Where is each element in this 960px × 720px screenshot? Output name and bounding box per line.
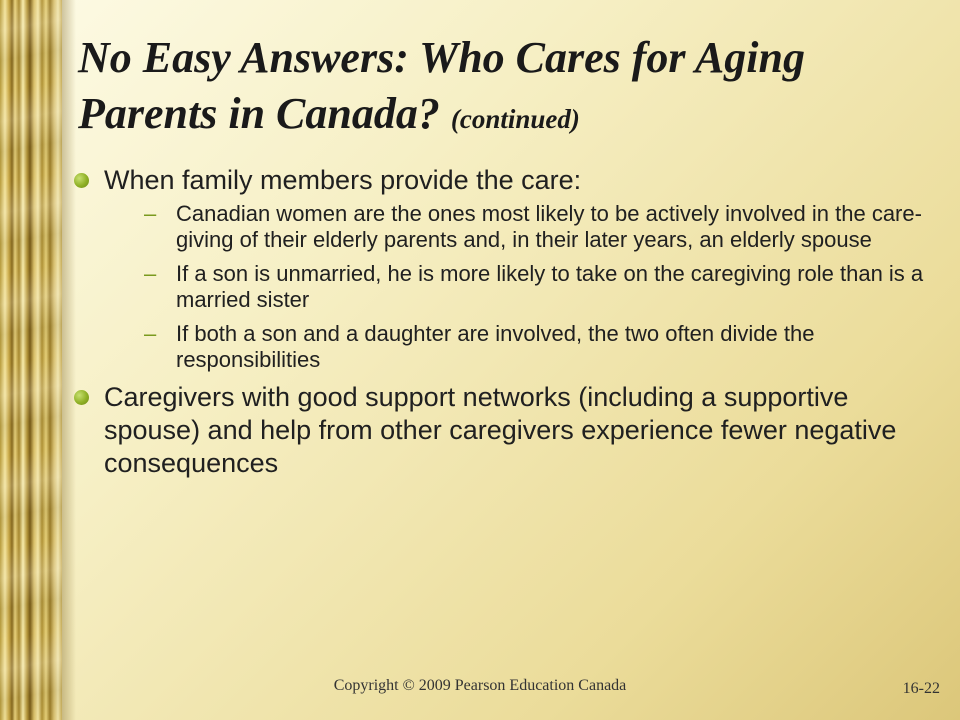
slide-title-suffix: (continued)	[450, 104, 580, 134]
gold-border-shine	[0, 0, 62, 720]
bullet-item	[74, 381, 924, 480]
dash-icon: –	[144, 321, 157, 346]
dash-icon: –	[144, 261, 157, 286]
sub-bullet-text: If a son is unmarried, he is more likely to take on the caregiving role than is a married sister	[176, 261, 924, 312]
bullet-dot-icon	[74, 390, 89, 405]
sub-bullet-list	[104, 201, 924, 373]
slide-title-main: No Easy Answers: Who Cares for Aging Parents in Canada?	[78, 33, 805, 138]
bullet-item	[74, 164, 924, 373]
sub-bullet-text: If both a son and a daughter are involved, the two often divide the responsibilities	[176, 321, 815, 372]
bullet-text: When family members provide the care:	[104, 165, 582, 195]
bullet-text: Caregivers with good support networks (including a supportive spouse) and help from other caregivers experience fewer negative consequences	[104, 382, 897, 478]
page-number: 16-22	[902, 680, 940, 697]
dash-icon: –	[144, 201, 157, 226]
sub-bullet-item	[104, 261, 924, 313]
slide-body	[74, 164, 924, 480]
sub-bullet-item	[104, 321, 924, 373]
slide-title	[78, 30, 938, 147]
copyright-footer: Copyright © 2009 Pearson Education Canada	[333, 677, 627, 694]
sub-bullet-item	[104, 201, 924, 253]
gold-border-decoration	[0, 0, 62, 720]
sub-bullet-text: Canadian women are the ones most likely to be actively involved in the care-giving of their elderly parents and, in their later years, an elderly spouse	[176, 201, 922, 252]
bullet-dot-icon	[74, 173, 89, 188]
